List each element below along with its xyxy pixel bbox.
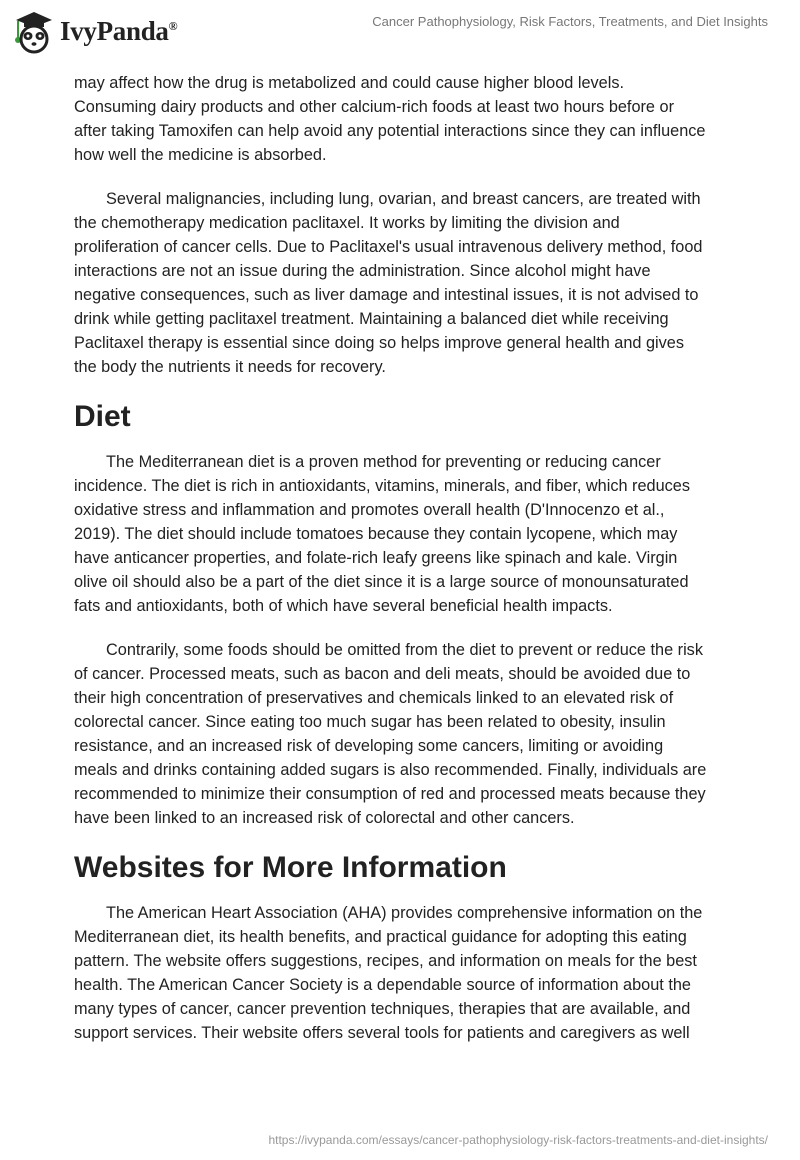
paragraph-line: the chemotherapy medication paclitaxel. It works by limiting the division and xyxy=(74,214,620,232)
paragraph-line: fats and antioxidants, both of which have several beneficial health impacts. xyxy=(74,597,613,615)
paragraph-line: negative consequences, such as liver damage and intestinal issues, it is not advised to xyxy=(74,286,699,304)
paragraph-line: health. The American Cancer Society is a dependable source of information about the xyxy=(74,976,691,994)
paragraph-line: oxidative stress and inflammation and promotes overall health (D'Innocenzo et al., xyxy=(74,501,665,519)
paragraph xyxy=(74,187,734,379)
paragraph-line: have anticancer properties, and folate-rich leafy greens like spinach and kale. Virgin xyxy=(74,549,678,567)
paragraph xyxy=(74,450,734,618)
paragraph-line: Paclitaxel therapy is essential since doing so helps improve general health and gives xyxy=(74,334,684,352)
paragraph-line: interactions are not an issue during the administration. Since alcohol might have xyxy=(74,262,651,280)
paragraph-line: Consuming dairy products and other calcium-rich foods at least two hours before or xyxy=(74,98,674,116)
section-heading: Websites for More Information xyxy=(74,851,507,884)
panda-graduate-icon xyxy=(12,8,56,54)
document-title: Cancer Pathophysiology, Risk Factors, Treatments, and Diet Insights xyxy=(372,14,768,29)
paragraph-line: after taking Tamoxifen can help avoid any potential interactions since they can influence xyxy=(74,122,706,140)
paragraph-line: have been linked to an increased risk of colorectal and other cancers. xyxy=(74,809,575,827)
paragraph xyxy=(74,638,734,830)
paragraph-line: recommended to minimize their consumption of red and processed meats because they xyxy=(74,785,706,803)
paragraph-line: Mediterranean diet, its health benefits, and practical guidance for adopting this eating xyxy=(74,928,687,946)
ivypanda-logo[interactable] xyxy=(12,8,177,54)
paragraph-line: proliferation of cancer cells. Due to Paclitaxel's usual intravenous delivery method, food xyxy=(74,238,703,256)
paragraph-line: support services. Their website offers several tools for patients and caregivers as well xyxy=(74,1024,690,1042)
logo-text xyxy=(60,16,177,47)
essay-content xyxy=(74,71,734,1065)
paragraph-line: 2019). The diet should include tomatoes because they contain lycopene, which may xyxy=(74,525,678,543)
section-heading: Diet xyxy=(74,400,131,433)
paragraph xyxy=(74,71,734,167)
paragraph-line: olive oil should also be a part of the diet since it is a large source of monounsaturated xyxy=(74,573,689,591)
page-header xyxy=(0,0,800,60)
paragraph-line: the body the nutrients it needs for recovery. xyxy=(74,358,386,376)
paragraph-line: pattern. The website offers suggestions, recipes, and information on meals for the best xyxy=(74,952,697,970)
paragraph-line: colorectal cancer. Since eating too much sugar has been related to obesity, insulin xyxy=(74,713,666,731)
paragraph-line: their high concentration of preservatives and chemicals linked to an elevated risk of xyxy=(74,689,674,707)
paragraph-line: The Mediterranean diet is a proven method for preventing or reducing cancer xyxy=(106,453,661,471)
paragraph-line: many types of cancer, cancer prevention techniques, therapies that are available, and xyxy=(74,1000,691,1018)
paragraph-line: The American Heart Association (AHA) provides comprehensive information on the xyxy=(106,904,703,922)
paragraph xyxy=(74,901,734,1045)
paragraph-line: may affect how the drug is metabolized and could cause higher blood levels. xyxy=(74,74,624,92)
registered-mark: ® xyxy=(168,18,178,33)
paragraph-line: Several malignancies, including lung, ovarian, and breast cancers, are treated with xyxy=(106,190,701,208)
paragraph-line: Contrarily, some foods should be omitted from the diet to prevent or reduce the risk xyxy=(106,641,703,659)
source-url[interactable]: https://ivypanda.com/essays/cancer-pathophysiology-risk-factors-treatments-and-diet-insights/ xyxy=(268,1133,768,1147)
logo-name: IvyPanda xyxy=(60,15,169,46)
paragraph-line: meals and drinks containing added sugars is also recommended. Finally, individuals are xyxy=(74,761,707,779)
paragraph-line: how well the medicine is absorbed. xyxy=(74,146,327,164)
paragraph-line: incidence. The diet is rich in antioxidants, vitamins, minerals, and fiber, which reduces xyxy=(74,477,690,495)
paragraph-line: of cancer. Processed meats, such as bacon and deli meats, should be avoided due to xyxy=(74,665,691,683)
paragraph-line: resistance, and an increased risk of developing some cancers, limiting or avoiding xyxy=(74,737,664,755)
paragraph-line: drink while getting paclitaxel treatment. Maintaining a balanced diet while receiving xyxy=(74,310,669,328)
